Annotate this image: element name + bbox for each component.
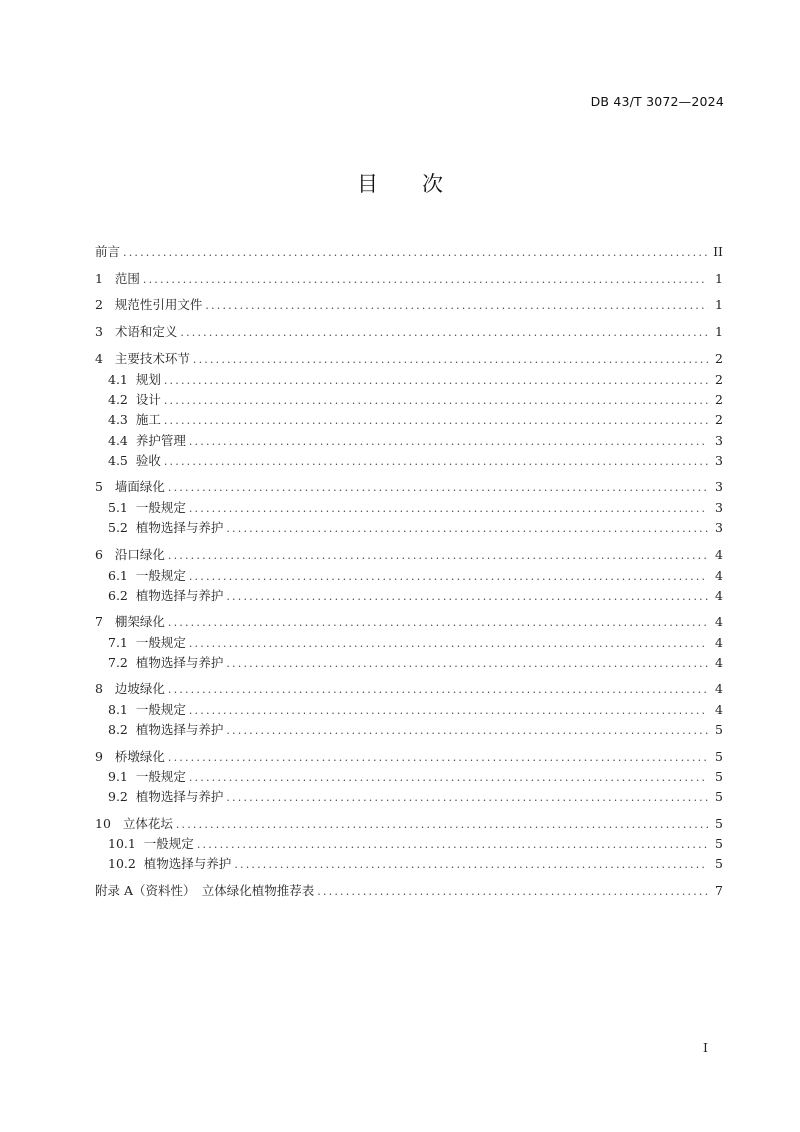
leader-dots bbox=[189, 636, 708, 652]
toc-page: 3 bbox=[715, 520, 723, 535]
toc-page: 4 bbox=[715, 588, 723, 603]
page-title bbox=[0, 168, 800, 198]
toc-number: 10.2 bbox=[108, 856, 136, 871]
toc-number: 7.2 bbox=[108, 655, 128, 670]
toc-entry-4-2[interactable] bbox=[95, 392, 723, 408]
leader-dots bbox=[226, 790, 708, 806]
toc-entry-4-4[interactable] bbox=[95, 433, 723, 449]
toc-entry-3[interactable] bbox=[95, 324, 723, 340]
leader-dots bbox=[193, 352, 708, 368]
toc-number: 3 bbox=[95, 324, 103, 339]
toc-number: 1 bbox=[95, 271, 103, 286]
toc-entry-8-2[interactable] bbox=[95, 722, 723, 738]
toc-entry-10[interactable] bbox=[95, 816, 723, 832]
leader-dots bbox=[168, 615, 708, 631]
toc-entry-7[interactable] bbox=[95, 614, 723, 630]
toc-page: 4 bbox=[715, 547, 723, 562]
document-code: DB 43/T 3072—2024 bbox=[590, 94, 724, 109]
toc-number: 4.4 bbox=[108, 433, 128, 448]
toc-entry-9[interactable] bbox=[95, 749, 723, 765]
toc-label: 施工 bbox=[135, 412, 161, 427]
toc-label: 植物选择与养护 bbox=[135, 789, 224, 804]
leader-dots bbox=[205, 298, 708, 314]
toc-page: 1 bbox=[715, 324, 723, 339]
toc-label: 一般规定 bbox=[135, 500, 186, 515]
toc-page: 5 bbox=[715, 722, 723, 737]
leader-dots bbox=[226, 589, 708, 605]
toc-entry-9-1[interactable] bbox=[95, 769, 723, 785]
toc-entry-4[interactable] bbox=[95, 351, 723, 367]
toc-page: 4 bbox=[715, 635, 723, 650]
leader-dots bbox=[317, 884, 708, 900]
toc-entry-4-3[interactable] bbox=[95, 412, 723, 428]
toc-number: 6.2 bbox=[108, 588, 128, 603]
toc-entry-7-2[interactable] bbox=[95, 655, 723, 671]
page-number: I bbox=[703, 1040, 708, 1055]
toc-page: 5 bbox=[715, 856, 723, 871]
toc-number: 5.1 bbox=[108, 500, 128, 515]
toc-label: 一般规定 bbox=[135, 635, 186, 650]
toc-label: 范围 bbox=[114, 271, 140, 286]
toc-number: 9 bbox=[95, 749, 103, 764]
toc-page: 5 bbox=[715, 816, 723, 831]
toc-entry-8[interactable] bbox=[95, 681, 723, 697]
toc-entry-4-5[interactable] bbox=[95, 453, 723, 469]
toc-page: 3 bbox=[715, 500, 723, 515]
toc-page: 4 bbox=[715, 702, 723, 717]
toc-entry-6[interactable] bbox=[95, 547, 723, 563]
toc-entry-7-1[interactable] bbox=[95, 635, 723, 651]
leader-dots bbox=[123, 245, 708, 261]
toc-number: 5 bbox=[95, 479, 103, 494]
toc-number: 8.1 bbox=[108, 702, 128, 717]
toc-entry-10-2[interactable] bbox=[95, 856, 723, 872]
toc-label: 桥墩绿化 bbox=[114, 749, 165, 764]
toc-entry-8-1[interactable] bbox=[95, 702, 723, 718]
toc-label: 验收 bbox=[135, 453, 161, 468]
toc-label: 一般规定 bbox=[143, 836, 194, 851]
toc-entry-6-2[interactable] bbox=[95, 588, 723, 604]
toc-page: 2 bbox=[715, 351, 723, 366]
toc-page: 4 bbox=[715, 655, 723, 670]
toc-page: 5 bbox=[715, 749, 723, 764]
toc-label: 沿口绿化 bbox=[114, 547, 165, 562]
leader-dots bbox=[189, 569, 708, 585]
leader-dots bbox=[143, 272, 708, 288]
toc-number: 4 bbox=[95, 351, 103, 366]
toc-page: 3 bbox=[715, 479, 723, 494]
toc-label: 一般规定 bbox=[135, 769, 186, 784]
leader-dots bbox=[168, 750, 708, 766]
toc-number: 4.2 bbox=[108, 392, 128, 407]
toc-number: 2 bbox=[95, 297, 103, 312]
leader-dots bbox=[168, 480, 708, 496]
toc-page: II bbox=[713, 244, 723, 259]
toc-number: 9.1 bbox=[108, 769, 128, 784]
leader-dots bbox=[164, 454, 708, 470]
toc-page: 4 bbox=[715, 681, 723, 696]
toc-label: 一般规定 bbox=[135, 568, 186, 583]
leader-dots bbox=[164, 373, 708, 389]
leader-dots bbox=[176, 817, 708, 833]
toc-label: 立体花坛 bbox=[122, 816, 173, 831]
leader-dots bbox=[189, 770, 708, 786]
toc-label: 植物选择与养护 bbox=[135, 722, 224, 737]
toc-label: 术语和定义 bbox=[114, 324, 178, 339]
toc-number: 6 bbox=[95, 547, 103, 562]
leader-dots bbox=[226, 521, 708, 537]
leader-dots bbox=[234, 857, 708, 873]
toc-page: 2 bbox=[715, 392, 723, 407]
toc-number: 8 bbox=[95, 681, 103, 696]
toc-page: 2 bbox=[715, 412, 723, 427]
toc-page: 1 bbox=[715, 297, 723, 312]
toc-page: 2 bbox=[715, 372, 723, 387]
toc-label: 养护管理 bbox=[135, 433, 186, 448]
title-char-1: 目 bbox=[357, 172, 378, 196]
leader-dots bbox=[189, 703, 708, 719]
leader-dots bbox=[226, 723, 708, 739]
toc-number: 10 bbox=[95, 816, 111, 831]
toc-page: 4 bbox=[715, 568, 723, 583]
toc-number: 9.2 bbox=[108, 789, 128, 804]
toc-entry-5[interactable] bbox=[95, 479, 723, 495]
toc-label: 植物选择与养护 bbox=[135, 655, 224, 670]
leader-dots bbox=[180, 325, 708, 341]
toc-label: 植物选择与养护 bbox=[135, 520, 224, 535]
toc-label: 一般规定 bbox=[135, 702, 186, 717]
leader-dots bbox=[197, 837, 708, 853]
leader-dots bbox=[189, 434, 708, 450]
title-char-2: 次 bbox=[422, 172, 443, 196]
toc-entry-5-2[interactable] bbox=[95, 520, 723, 536]
leader-dots bbox=[168, 548, 708, 564]
leader-dots bbox=[226, 656, 708, 672]
toc-page: 1 bbox=[715, 271, 723, 286]
toc-page: 3 bbox=[715, 433, 723, 448]
toc-page: 5 bbox=[715, 789, 723, 804]
leader-dots bbox=[168, 682, 708, 698]
toc-page: 7 bbox=[715, 883, 723, 898]
leader-dots bbox=[164, 413, 708, 429]
toc-number: 10.1 bbox=[108, 836, 136, 851]
toc-entry-2[interactable] bbox=[95, 297, 723, 313]
toc-entry-foreword[interactable] bbox=[95, 244, 723, 260]
leader-dots bbox=[189, 501, 708, 517]
toc-label: 植物选择与养护 bbox=[143, 856, 232, 871]
toc-entry-9-2[interactable] bbox=[95, 789, 723, 805]
toc-page: 5 bbox=[715, 836, 723, 851]
toc-label: 规划 bbox=[135, 372, 161, 387]
toc-number: 6.1 bbox=[108, 568, 128, 583]
toc-entry-4-1[interactable] bbox=[95, 372, 723, 388]
toc-number: 8.2 bbox=[108, 722, 128, 737]
toc-label: 边坡绿化 bbox=[114, 681, 165, 696]
toc-label: 棚架绿化 bbox=[114, 614, 165, 629]
toc-number: 4.5 bbox=[108, 453, 128, 468]
leader-dots bbox=[164, 393, 708, 409]
toc-entry-1[interactable] bbox=[95, 271, 723, 287]
toc-page: 4 bbox=[715, 614, 723, 629]
toc-label: 墙面绿化 bbox=[114, 479, 165, 494]
toc-label: 前言 bbox=[95, 244, 121, 259]
toc-page: 5 bbox=[715, 769, 723, 784]
toc-label: 规范性引用文件 bbox=[114, 297, 203, 312]
toc-number: 5.2 bbox=[108, 520, 128, 535]
toc-entry-appendix-a[interactable] bbox=[95, 883, 723, 899]
toc-number: 7.1 bbox=[108, 635, 128, 650]
toc-entry-6-1[interactable] bbox=[95, 568, 723, 584]
toc-number: 4.3 bbox=[108, 412, 128, 427]
toc-label: 设计 bbox=[135, 392, 161, 407]
toc-number: 4.1 bbox=[108, 372, 128, 387]
toc-entry-10-1[interactable] bbox=[95, 836, 723, 852]
toc-page: 3 bbox=[715, 453, 723, 468]
toc-label: 附录 A（资料性） 立体绿化植物推荐表 bbox=[95, 883, 315, 898]
toc-label: 主要技术环节 bbox=[114, 351, 190, 366]
toc-label: 植物选择与养护 bbox=[135, 588, 224, 603]
toc-number: 7 bbox=[95, 614, 103, 629]
toc-entry-5-1[interactable] bbox=[95, 500, 723, 516]
